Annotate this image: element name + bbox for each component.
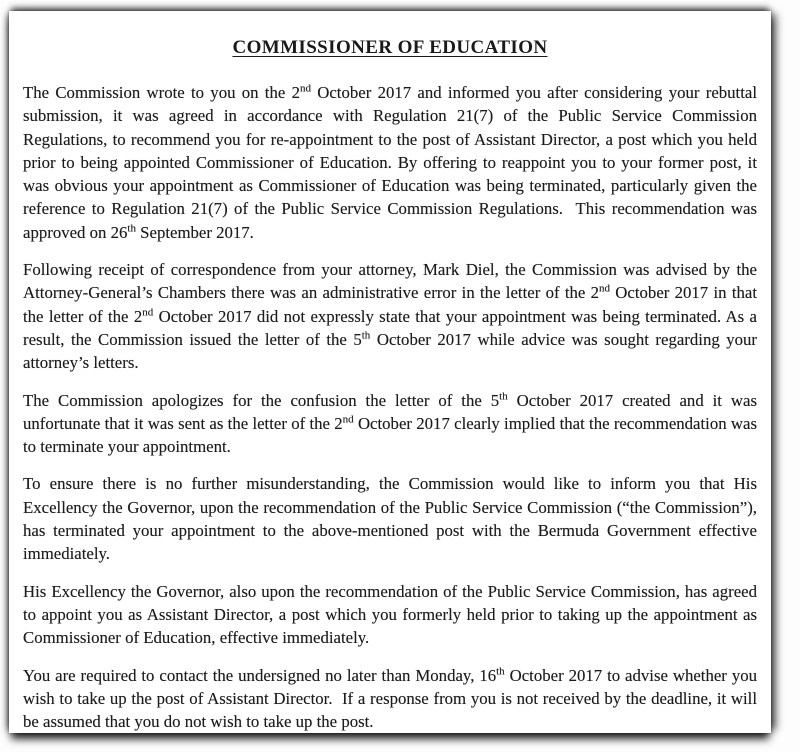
ordinal-superscript: nd (142, 306, 154, 319)
ordinal-superscript: nd (299, 82, 311, 95)
text-run: October 2017 clearly implied that the recommendation was to terminate your appointment. (23, 413, 757, 457)
text-run: You are required to contact the undersigned no later than Monday, 16 (23, 665, 497, 685)
text-run: September 2017. (135, 222, 254, 242)
paragraph (23, 258, 757, 374)
text-run: Following receipt of correspondence from your attorney, Mark Diel, the Commission was advised by the Attorney-General’s Chambers there was an administrative error in the letter of the 2 (23, 260, 757, 303)
ordinal-superscript: th (361, 329, 371, 342)
letter-body (23, 81, 757, 733)
paragraph (23, 472, 757, 565)
document-title: COMMISSIONER OF EDUCATION (232, 37, 548, 58)
paragraph (23, 389, 757, 459)
paragraph (23, 81, 757, 244)
text-run: The Commission wrote to you on the 2 (23, 83, 300, 102)
text-run: October 2017 created and it was unfortunate that it was sent as the letter of the 2 (23, 390, 757, 433)
text-run: October 2017 to advise whether you wish to take up the post of Assistant Director. If a response from you is not received by the deadline, it will be assumed that you do not wish to take up the post. (23, 665, 757, 732)
ordinal-superscript: th (499, 389, 508, 402)
text-run: October 2017 and informed you after considering your rebuttal submission, it was agreed in accordance with Regulation 21(7) of the Public Service Commission Regulations, to recommend you for re-appointment to the post of Assistant Director, a post which you held prior to being appointed Commissioner of Education. By offering to reappoint you to your former post, it was obvious your appointment as Commissioner of Education was being terminated, particularly given the reference to Regulation 21(7) of the Public Service Commission Regulations. This recommendation was approved on 26 (23, 83, 757, 242)
text-run: October 2017 did not expressly state that your appointment was being terminated. As a result, the Commission issued the letter of the 5 (23, 306, 757, 349)
text-run: His Excellency the Governor, also upon the recommendation of the Public Service Commission, has agreed to appoint you as Assistant Director, a post which you formerly held prior to taking up the appointment as Commissioner of Education, effective immediately. (23, 581, 757, 648)
text-run: The Commission apologizes for the confusion the letter of the 5 (23, 390, 500, 410)
text-run: October 2017 while advice was sought regarding your attorney’s letters. (23, 329, 758, 373)
ordinal-superscript: th (496, 664, 505, 677)
text-run: To ensure there is no further misunderstanding, the Commission would like to inform you that His Excellency the Governor, upon the recommendation of the Public Service Commission (“the Commission”), has terminated your appointment to the above-mentioned post with the Bermuda Government effective immediately. (23, 474, 757, 564)
ordinal-superscript: nd (342, 413, 354, 426)
letter-page (9, 11, 771, 733)
paragraph (23, 580, 757, 650)
text-run: October 2017 in that the letter of the 2 (23, 283, 757, 326)
paragraph (23, 664, 757, 734)
ordinal-superscript: th (127, 222, 136, 235)
ordinal-superscript: nd (599, 282, 611, 295)
